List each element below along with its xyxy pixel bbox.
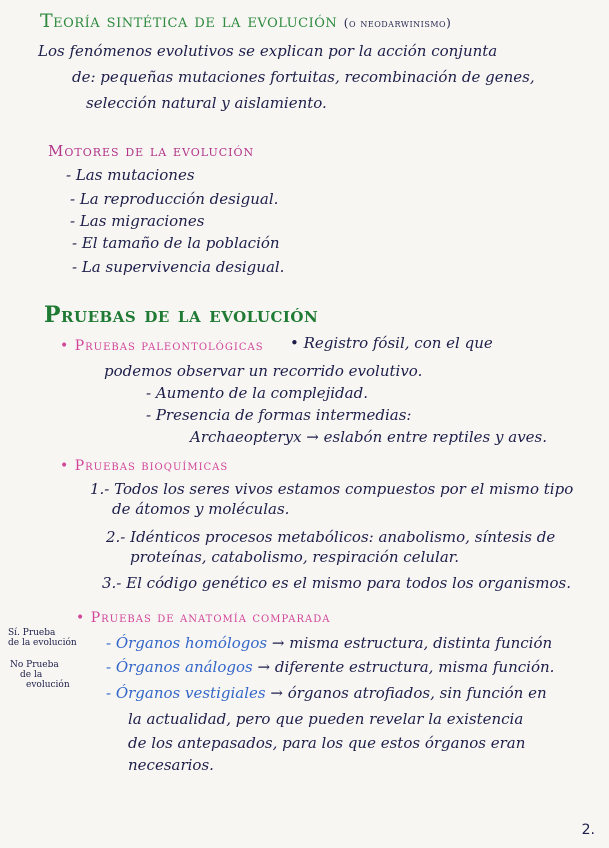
title-parenthetical: (o neodarwinismo) (343, 16, 452, 30)
pruebas-heading: Pruebas de la evolución (44, 302, 319, 328)
analogos-label: - Órganos análogos (106, 658, 253, 676)
homologos-text: → misma estructura, distinta función (271, 634, 553, 652)
side-note-yes (8, 628, 77, 648)
motor-item: - Las migraciones (70, 212, 205, 230)
homologos-row (106, 634, 552, 652)
bioq-line: 2.- Idénticos procesos metabólicos: anabolismo, síntesis de (106, 528, 556, 546)
bioq-line: 3.- El código genético es el mismo para todos los organismos. (102, 574, 571, 592)
motor-item: - Las mutaciones (66, 166, 195, 184)
bioq-line: 1.- Todos los seres vivos estamos compuestos por el mismo tipo (90, 480, 574, 498)
motor-item: - La supervivencia desigual. (72, 258, 285, 276)
side-note-line: No Prueba (10, 660, 59, 670)
vestigiales-text: → órganos atrofiados, sin función en (270, 684, 547, 702)
vestigiales-line: la actualidad, pero que pueden revelar la existencia (128, 710, 524, 728)
side-note-line: de la evolución (8, 638, 77, 648)
motores-heading: Motores de la evolución (48, 142, 255, 160)
anat-label: • Pruebas de anatomía comparada (76, 610, 331, 626)
page-number: 2. (581, 822, 595, 838)
vestigiales-line: necesarios. (128, 756, 214, 774)
side-note-no (10, 660, 70, 690)
side-note-line: de la (20, 670, 43, 680)
motor-item: - La reproducción desigual. (70, 190, 279, 208)
intro-line-1: Los fenómenos evolutivos se explican por la acción conjunta (38, 42, 498, 60)
motor-item: - El tamaño de la población (72, 234, 280, 252)
side-note-line: Sí. Prueba (8, 628, 56, 638)
paleo-text: • Registro fósil, con el que (290, 334, 493, 352)
intro-line-3: selección natural y aislamiento. (86, 94, 327, 112)
side-note-line: evolución (26, 680, 70, 690)
homologos-label: - Órganos homólogos (106, 634, 268, 652)
intro-line-2: de: pequeñas mutaciones fortuitas, recombinación de genes, (72, 68, 535, 86)
paleo-line: - Aumento de la complejidad. (146, 384, 368, 402)
vestigiales-row (106, 684, 547, 702)
analogos-row (106, 658, 554, 676)
bioq-line: de átomos y moléculas. (112, 500, 290, 518)
title-text: Teoría sintética de la evolución (40, 10, 338, 32)
vestigiales-label: - Órganos vestigiales (106, 684, 266, 702)
paleo-line: - Presencia de formas intermedias: (146, 406, 412, 424)
paleo-line: podemos observar un recorrido evolutivo. (104, 362, 423, 380)
vestigiales-line: de los antepasados, para los que estos órganos eran (128, 734, 526, 752)
bioq-label: • Pruebas bioquímicas (60, 458, 229, 474)
bioq-line: proteínas, catabolismo, respiración celular. (130, 548, 460, 566)
page-title (40, 10, 451, 32)
analogos-text: → diferente estructura, misma función. (257, 658, 555, 676)
paleo-line: Archaeopteryx → eslabón entre reptiles y aves. (190, 428, 548, 446)
paleo-label: • Pruebas paleontológicas (60, 338, 264, 354)
